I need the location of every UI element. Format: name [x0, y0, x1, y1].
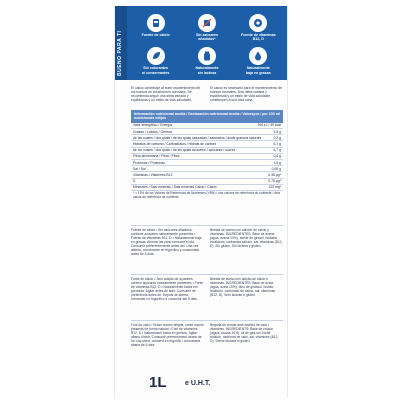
- scale-drop-icon: [249, 47, 267, 65]
- nutrient-name: Fibra alimentaria / Fibra / Fibra: [133, 154, 180, 159]
- nutrient-value: 1,0 g: [273, 160, 281, 165]
- nutrition-header-unit: por / per 100 ml: [253, 112, 280, 116]
- intro-right: El calcio es necesario para el mantenimiento de huesos normales. Una dieta variada y equilibrada y un estilo de vida saludable contribuyen a una vida sana.: [210, 86, 282, 103]
- feature-label: Naturalmente baja en grasas: [245, 66, 271, 75]
- feature-item: [131, 47, 180, 74]
- nutrition-header: [131, 110, 283, 123]
- leaf-icon: [147, 47, 165, 65]
- nutrition-footnote: * = 15% de los Valores de Referencia de Nutrientes (VRN) / dos valores de referência do nutriente / dels valors de referència de nutrients: [133, 191, 281, 199]
- sugar-cube-icon: [198, 14, 216, 32]
- feature-label: Sin colorantes ni conservantes: [141, 66, 170, 75]
- side-banner-text: BUENO PARA TI: [117, 30, 123, 76]
- vitamin-icon: [249, 14, 267, 32]
- lang-right: Bebida de aveia com adição de cálcio e vitaminas. INGREDIENTES: Base de aveia (água, aveia 10%), óleo de girassol, fosfato tricálcico, carbonato de cálcio, sal, vitaminas (B12, D). Sem lactose e glúten.: [210, 277, 276, 297]
- lang-right: Beguda de civada amb addició de calci i vitamines. INGREDIENTS: Base de civada (aigua, civada 10%), oli de gira-sol, fosfat tricàlcic, carbonat de calci, sal, vitamines (B12, D). Sense lactosa ni gluten.: [210, 323, 279, 343]
- nutrition-rows: [131, 123, 283, 191]
- intro-text: [131, 86, 283, 102]
- milk-drop-icon: [147, 14, 165, 32]
- nutrient-value: 0,75 µg*: [268, 179, 281, 184]
- feature-item: [182, 14, 231, 41]
- language-block-ca: [131, 323, 283, 347]
- feature-label: Fuente de vitaminas B12, D: [241, 33, 276, 42]
- lang-left: Font de calci • Sense sucres afegits, conté sucres presents de forma natural • Font de vitamines B12, D • Naturalment baixa en greixos. Agitar abans d'obrir. Consumir preferentment abans de. Un cop obert, conservi en frigorífic i consumeixi abans de 5 dies.: [131, 323, 204, 347]
- nutrient-value: 6,7 g: [273, 141, 281, 146]
- intro-left: El calcio contribuye al buen mantenimiento de los huesos en condiciones normales. Se recomienda seguir una dieta variada y equilibrada y un estilo de vida saludable.: [131, 86, 201, 103]
- feature-label: Sin azúcares añadidos*: [196, 33, 218, 42]
- nutrient-name: Vitaminas / Vitamines B12: [133, 172, 173, 177]
- nutrient-value: 0,6 g: [273, 154, 281, 159]
- divider: [131, 225, 283, 226]
- nutrient-value: 6,7 g: [273, 148, 281, 153]
- language-block-pt: [131, 277, 283, 301]
- product-carton-panel: [114, 6, 288, 398]
- nutrient-name: Proteínas / Proteínas: [133, 160, 165, 165]
- nutrient-name: de los cuales / dos quais / de les quals azúcares / açúcares / sucres: [133, 148, 236, 153]
- nutrient-name: Sal / Sal: [133, 166, 146, 171]
- benefits-banner: [115, 6, 287, 80]
- features-grid: [131, 14, 283, 75]
- nutrient-value: 0,2 g: [273, 135, 281, 140]
- nutrient-value: 120 mg*: [268, 185, 281, 190]
- divider: [131, 320, 283, 321]
- feature-label: Naturalmente sin lactosa: [195, 66, 219, 75]
- feature-item: [182, 47, 231, 74]
- nutrition-table: [131, 110, 283, 201]
- feature-item: [234, 14, 283, 41]
- lang-left: Fonte de cálcio • Sem adição de açúcares, contém açúcares naturalmente presentes • Fonte de vitaminas B12, D • Naturalmente baixa em gorduras. Agitar antes de abrir. Consumir de preferência antes de. Depois de aberta, conservar no frigorífico e consumir até 5 dias.: [131, 277, 204, 301]
- nutrition-header-title: Información nutricional media / Declaración nutricional media / Valors nutricionals mitjos: [134, 112, 254, 121]
- nutrient-value: 0,06 g: [271, 166, 281, 171]
- feature-label: Fuente de calcio: [141, 33, 170, 37]
- volume-label: 1L: [149, 374, 167, 391]
- nutrient-name: Hidratos de carbono / Carboidratos / Hidrats de carboni: [133, 141, 217, 146]
- lang-left: Fuente de calcio • Sin azúcares añadidos, contiene azúcares naturalmente presentes • Fuente de vitaminas B12, D • Naturalmente baja en grasas. Ahorrar las para consumir el día. Consumir preferentemente antes del. Una vez abierto, consérvese en frigorífico y consúmase antes de 5 días.: [131, 228, 202, 256]
- nutrient-name: Minerales / Sais minerais / Sals minerals Calcio / Cálcio: [133, 185, 217, 190]
- side-strip: [115, 6, 127, 80]
- nutrient-value: 206 kJ / 49 kcal: [257, 123, 281, 128]
- nutrient-name: Grasas / Lípidos / Greixos: [133, 129, 173, 134]
- nutrient-name: de las cuales / dos quais / de les quals saturadas / saturados / àcids grassos saturats: [133, 135, 262, 140]
- nutrient-name: D: [133, 179, 136, 184]
- process-label: e U.H.T.: [185, 380, 211, 387]
- lang-right: Bebida de avena con adición de calcio y vitaminas. INGREDIENTES: Base de avena (agua, avena 10%), aceite de girasol, fosfatos tricálcicos, carbonato cálcico, sal, vitaminas (B12, D). Sin gluten. Sin lácteos y gluten.: [210, 228, 283, 248]
- nutrient-name: Valor energético / Energia: [133, 123, 172, 128]
- nutrient-value: 1,8 g: [273, 129, 281, 134]
- nutrient-value: 0,38 µg*: [268, 172, 281, 177]
- divider: [131, 274, 283, 275]
- feature-item: [234, 47, 283, 74]
- language-block-es: [131, 228, 283, 256]
- feature-item: [131, 14, 180, 41]
- bottle-icon: [198, 47, 216, 65]
